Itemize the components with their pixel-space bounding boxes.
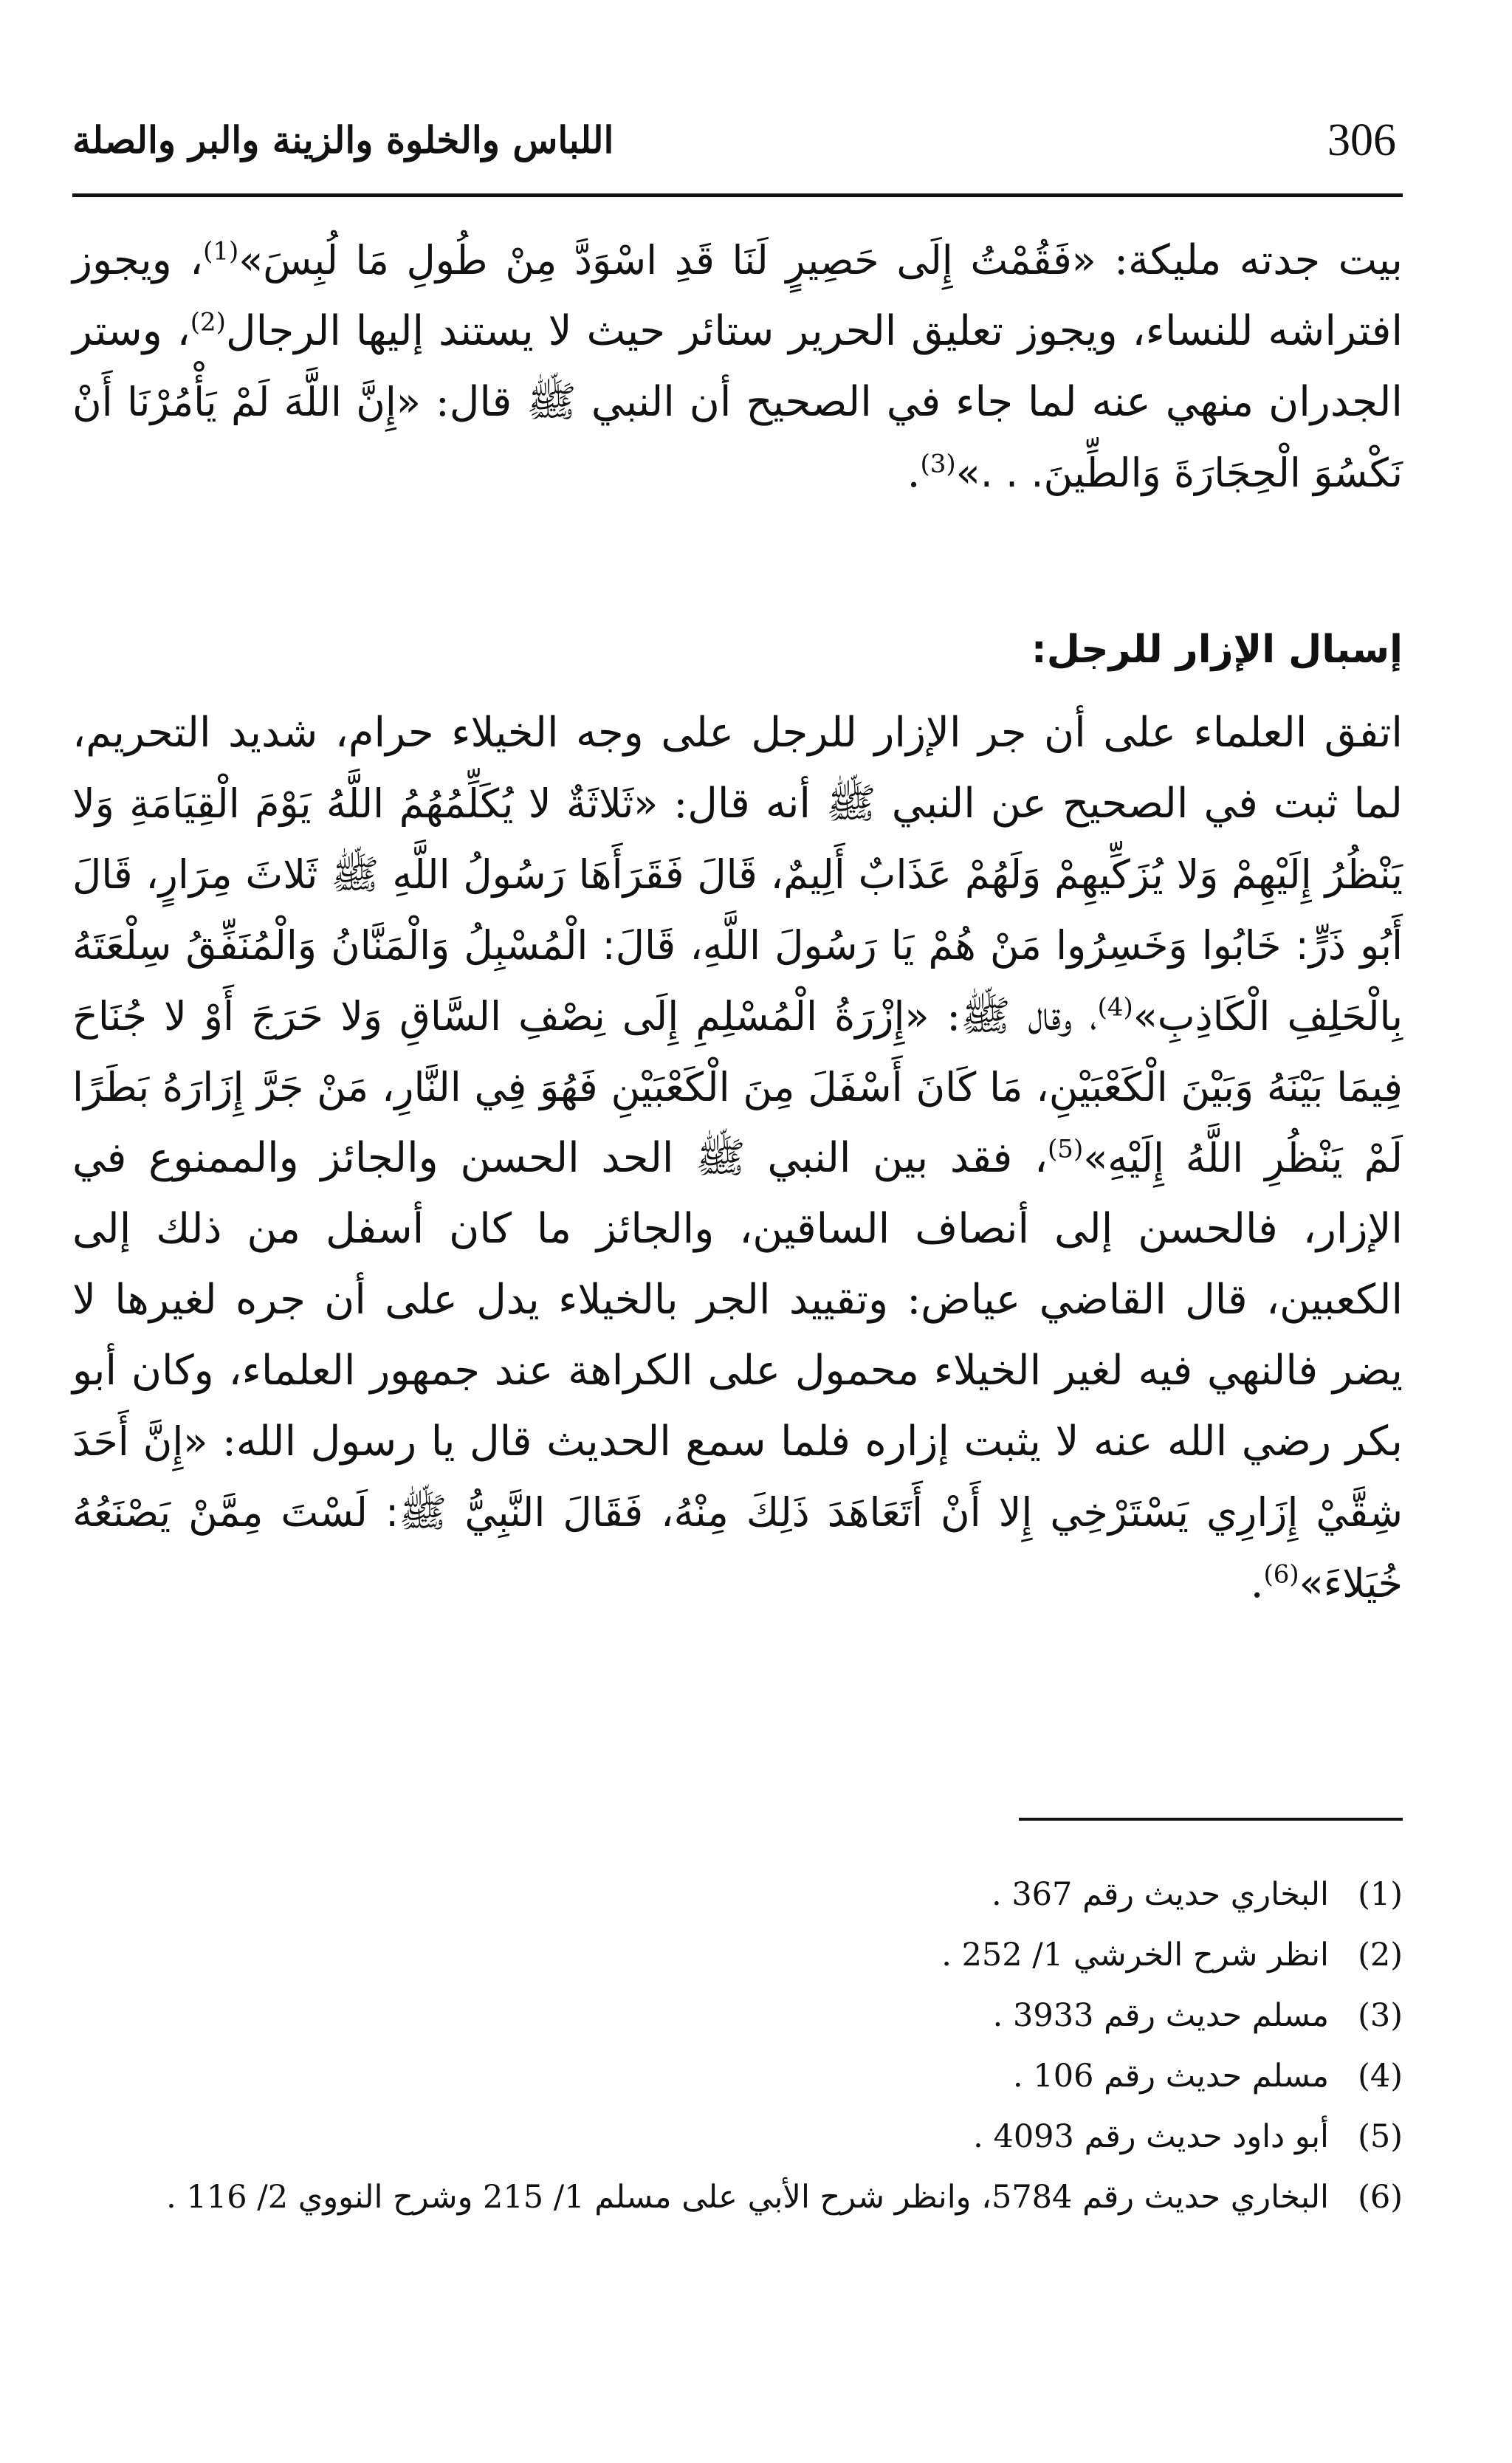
footnote-text: مسلم حديث رقم 3933 . xyxy=(992,1997,1329,2034)
intro-middle-2: ، وستر الجدران منهي عنه لما جاء في الصحيح أن النبي ﷺ قال: xyxy=(72,307,1403,426)
footnote-number: (5) xyxy=(1358,2118,1403,2155)
footnote-marker-1: (1) xyxy=(203,236,239,267)
footnote-marker-4: (4) xyxy=(1097,992,1133,1023)
footnote-item xyxy=(72,1925,1403,1985)
footnotes xyxy=(72,1864,1403,2227)
footnote-marker-6: (6) xyxy=(1263,1559,1299,1590)
intro-start: بيت جدته مليكة: xyxy=(1114,236,1403,284)
section-text xyxy=(72,698,1403,1619)
footnote-text: البخاري حديث رقم 367 . xyxy=(991,1876,1329,1913)
section-text-3: ، فقد بين النبي ﷺ الحد الحسن والجائز والممنوع في الإزار، فالحسن إلى أنصاف الساقين، والجائز ما كان أسفل من ذلك إلى الكعبين، قال القاضي عياض: وتقييد الجر بالخيلاء يدل على أن جره لغيرها لا يضر فالنهي فيه لغير الخيلاء محمول على الكراهة عند جمهور العلماء، وكان أبو بكر رضي الله عنه لا يثبت إزاره فلما سمع الحديث قال يا رسول الله: xyxy=(72,1134,1403,1466)
footnote-text: مسلم حديث رقم 106 . xyxy=(1013,2058,1329,2095)
hadith-quote-3: «ثَلاثَةٌ لا يُكَلِّمُهُمُ اللَّهُ يَوْمَ الْقِيَامَةِ وَلا يَنْظُرُ إِلَيْهِمْ وَلا يُزَكِّيهِمْ وَلَهُمْ عَذَابٌ أَلِيمٌ، قَالَ فَقَرَأَهَا رَسُولُ اللَّهِ ﷺ ثَلاثَ مِرَارٍ، قَالَ أَبُو ذَرٍّ: خَابُوا وَخَسِرُوا مَنْ هُمْ يَا رَسُولَ اللَّهِ، قَالَ: الْمُسْبِلُ وَالْمَنَّانُ وَالْمُنَفِّقُ سِلْعَتَهُ بِالْحَلِفِ الْكَاذِبِ» xyxy=(72,780,1403,1040)
intro-middle: ، ويجوز افتراشه للنساء، ويجوز تعليق الحرير ستائر حيث لا يستند إليها الرجال xyxy=(72,236,1403,355)
header-rule xyxy=(72,193,1403,197)
section-text-2: ، وقال ﷺ: xyxy=(946,992,1098,1040)
intro-end: . xyxy=(907,449,921,497)
page-header xyxy=(72,103,1401,177)
running-title: اللباس والخلوة والزينة والبر والصلة xyxy=(72,118,614,162)
footnote-separator xyxy=(1019,1818,1403,1821)
hadith-quote-5: «إِنَّ أَحَدَ شِقَّيْ إِزَارِي يَسْتَرْخِي إِلا أَنْ أَتَعَاهَدَ ذَلِكَ مِنْهُ، فَقَالَ النَّبِيُّ ﷺ: لَسْتَ مِمَّنْ يَصْنَعُهُ خُيَلاءَ» xyxy=(72,1418,1403,1607)
footnote-number: (6) xyxy=(1358,2179,1403,2216)
footnote-marker-3: (3) xyxy=(920,449,956,479)
hadith-quote-4: «إِزْرَةُ الْمُسْلِمِ إِلَى نِصْفِ السَّاقِ وَلا حَرَجَ أَوْ لا جُنَاحَ فِيمَا بَيْنَهُ وَبَيْنَ الْكَعْبَيْنِ، مَا كَانَ أَسْفَلَ مِنَ الْكَعْبَيْنِ فَهُوَ فِي النَّارِ، مَنْ جَرَّ إِزَارَهُ بَطَرًا لَمْ يَنْظُرِ اللَّهُ إِلَيْهِ» xyxy=(72,993,1403,1181)
footnote-item xyxy=(72,2046,1403,2106)
footnote-text: البخاري حديث رقم 5784، وانظر شرح الأبي على مسلم 1/ 215 وشرح النووي 2/ 116 . xyxy=(166,2179,1329,2216)
intro-text xyxy=(72,225,1403,509)
section-text-1: اتفق العلماء على أن جر الإزار للرجل على وجه الخيلاء حرام، شديد التحريم، لما ثبت في الصحيح عن النبي ﷺ أنه قال: xyxy=(72,709,1403,828)
section-heading: إسبال الإزار للرجل: xyxy=(1031,628,1403,672)
hadith-quote-1: «فَقُمْتُ إِلَى حَصِيرٍ لَنَا قَدِ اسْوَدَّ مِنْ طُولِ مَا لُبِسَ» xyxy=(238,237,1096,284)
footnote-number: (2) xyxy=(1358,1937,1403,1974)
footnote-item xyxy=(72,2167,1403,2227)
footnote-number: (1) xyxy=(1358,1876,1403,1913)
footnote-text: انظر شرح الخرشي 1/ 252 . xyxy=(941,1937,1329,1974)
footnote-item xyxy=(72,2106,1403,2167)
footnote-marker-5: (5) xyxy=(1048,1134,1084,1164)
section-text-4: . xyxy=(1250,1559,1264,1607)
footnote-item xyxy=(72,1985,1403,2046)
footnote-item xyxy=(72,1864,1403,1925)
hadith-quote-2: «إِنَّ اللَّهَ لَمْ يَأْمُرْنَا أَنْ نَكْسُوَ الْحِجَارَةَ وَالطِّينَ. . .» xyxy=(72,379,1403,496)
footnote-marker-2: (2) xyxy=(190,307,226,337)
footnote-number: (3) xyxy=(1358,1997,1403,2034)
intro-paragraph xyxy=(72,225,1403,509)
footnote-number: (4) xyxy=(1358,2058,1403,2095)
page-number: 306 xyxy=(1327,115,1396,165)
footnote-text: أبو داود حديث رقم 4093 . xyxy=(973,2118,1329,2155)
section-paragraph xyxy=(72,698,1403,1619)
